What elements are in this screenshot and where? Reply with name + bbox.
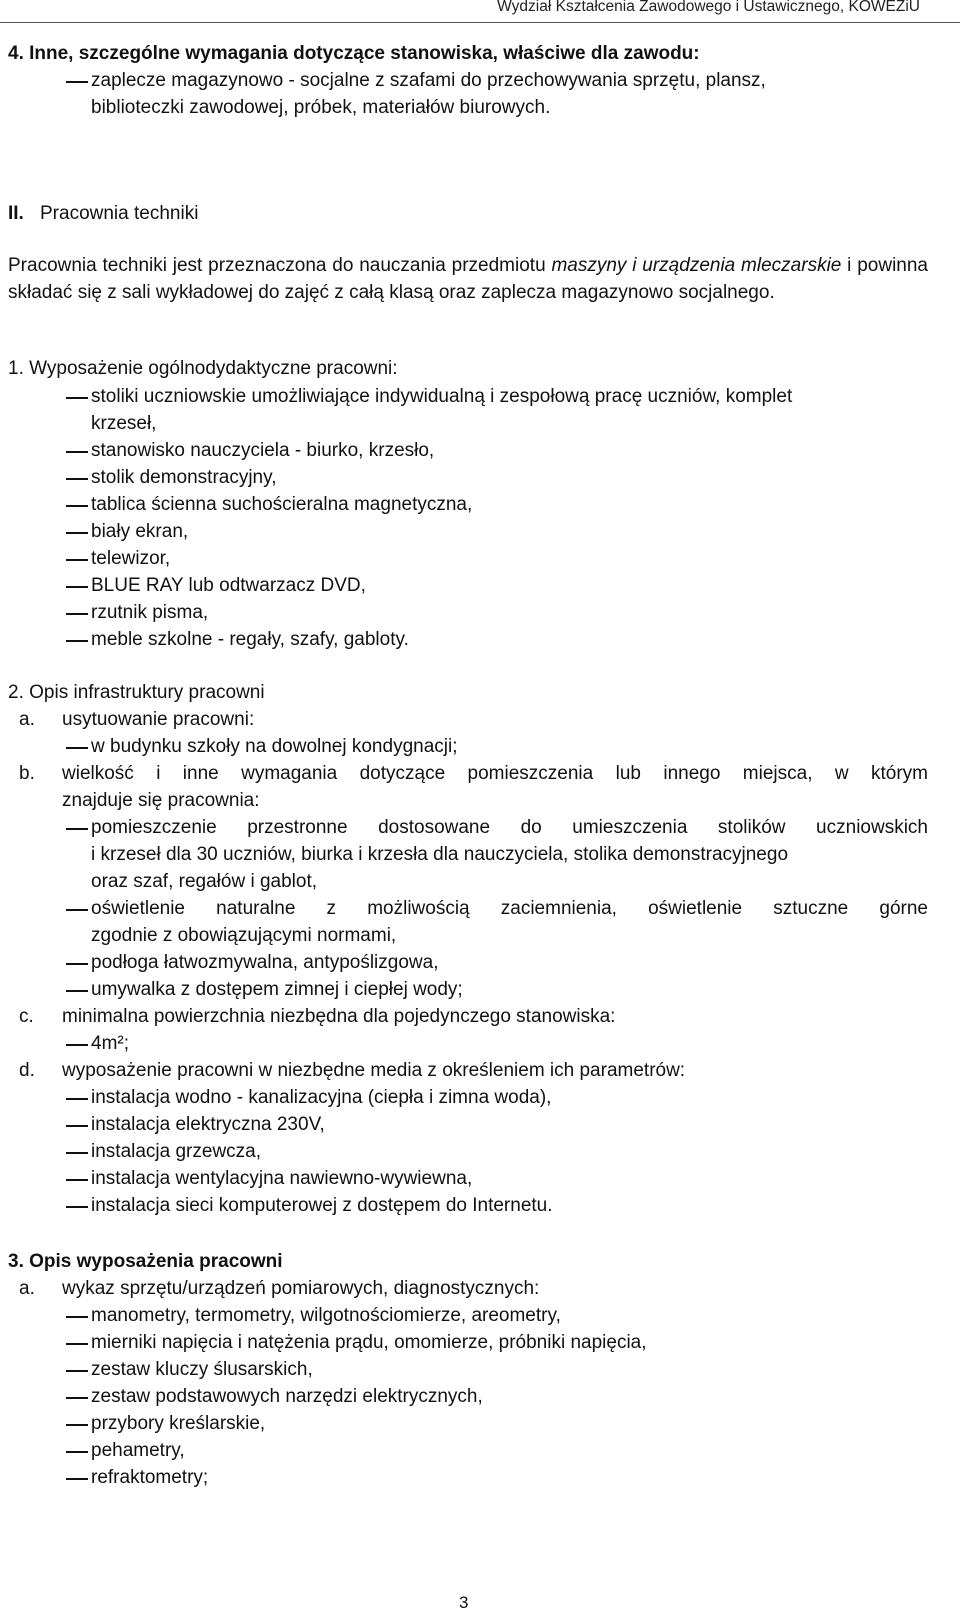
equipment-heading: 1. Wyposażenie ogólnodydaktyczne pracowni: xyxy=(8,358,398,379)
list-item: zestaw kluczy ślusarskich, xyxy=(91,1359,313,1380)
list-bullet-dash xyxy=(66,532,88,534)
list-item: tablica ścienna suchościeralna magnetyczna, xyxy=(91,494,473,515)
equipment-description-heading: 3. Opis wyposażenia pracowni xyxy=(8,1251,283,1272)
list-item: biały ekran, xyxy=(91,521,189,542)
list-bullet-dash xyxy=(66,1451,88,1453)
item-a-label: a. xyxy=(19,709,35,730)
list-bullet-dash xyxy=(66,1179,88,1181)
section-4-heading: 4. Inne, szczególne wymagania dotyczące stanowiska, właściwe dla zawodu: xyxy=(8,43,700,64)
list-item: telewizor, xyxy=(91,548,171,569)
list-item-continuation: biblioteczki zawodowej, próbek, materiałów biurowych. xyxy=(91,97,551,118)
list-item: stoliki uczniowskie umożliwiające indywidualną i zespołową pracę uczniów, komplet xyxy=(91,386,793,407)
item-d-label: d. xyxy=(19,1060,35,1081)
list-item: pomieszczenie przestronne dostosowane do umieszczenia stolików uczniowskich xyxy=(91,817,928,838)
item-c-label: c. xyxy=(19,1006,34,1027)
item-d-text: wyposażenie pracowni w niezbędne media z określeniem ich parametrów: xyxy=(62,1060,686,1081)
list-bullet-dash xyxy=(66,505,88,507)
item-a-label: a. xyxy=(19,1278,35,1299)
list-item: umywalka z dostępem zimnej i ciepłej wody; xyxy=(91,979,463,1000)
list-bullet-dash xyxy=(66,1125,88,1127)
list-item: stanowisko nauczyciela - biurko, krzesło, xyxy=(91,440,435,461)
list-bullet-dash xyxy=(66,451,88,453)
infrastructure-heading: 2. Opis infrastruktury pracowni xyxy=(8,682,265,703)
intro-text-b: i powinna składać się z sali wykładowej do zajęć z całą klasą oraz zaplecza magazynowo socjalnego. xyxy=(8,255,928,303)
list-bullet-dash xyxy=(66,1397,88,1399)
list-bullet-dash xyxy=(66,1152,88,1154)
list-bullet-dash xyxy=(66,397,88,399)
list-item: w budynku szkoły na dowolnej kondygnacji; xyxy=(91,736,458,757)
list-item: instalacja wentylacyjna nawiewno-wywiewna, xyxy=(91,1168,473,1189)
list-bullet-dash xyxy=(66,613,88,615)
list-item: mierniki napięcia i natężenia prądu, omomierze, próbniki napięcia, xyxy=(91,1332,647,1353)
list-bullet-dash xyxy=(66,747,88,749)
list-bullet-dash xyxy=(66,1098,88,1100)
page-number: 3 xyxy=(459,1593,469,1612)
list-item: stolik demonstracyjny, xyxy=(91,467,277,488)
list-item: instalacja elektryczna 230V, xyxy=(91,1114,325,1135)
list-item: instalacja wodno - kanalizacyjna (ciepła i zimna woda), xyxy=(91,1087,552,1108)
list-item: podłoga łatwozmywalna, antypoślizgowa, xyxy=(91,952,439,973)
subject-name: maszyny i urządzenia mleczarskie xyxy=(551,255,842,276)
list-bullet-dash xyxy=(66,478,88,480)
section-ii-number: II. xyxy=(8,203,24,224)
list-bullet-dash xyxy=(66,81,88,83)
item-b-label: b. xyxy=(19,763,35,784)
list-item: instalacja sieci komputerowej z dostępem do Internetu. xyxy=(91,1195,553,1216)
list-bullet-dash xyxy=(66,1044,88,1046)
list-item: pehametry, xyxy=(91,1440,185,1461)
list-bullet-dash xyxy=(66,1370,88,1372)
header-divider xyxy=(0,22,960,23)
list-bullet-dash xyxy=(66,640,88,642)
list-item: przybory kreślarskie, xyxy=(91,1413,266,1434)
list-bullet-dash xyxy=(66,909,88,911)
list-bullet-dash xyxy=(66,828,88,830)
list-item: manometry, termometry, wilgotnościomierze, areometry, xyxy=(91,1305,561,1326)
list-item: oświetlenie naturalne z możliwością zaciemnienia, oświetlenie sztuczne górne xyxy=(91,898,928,919)
list-bullet-dash xyxy=(66,559,88,561)
intro-paragraph xyxy=(8,252,928,306)
list-bullet-dash xyxy=(66,990,88,992)
list-item: meble szkolne - regały, szafy, gabloty. xyxy=(91,629,409,650)
list-item: instalacja grzewcza, xyxy=(91,1141,262,1162)
item-a-text: wykaz sprzętu/urządzeń pomiarowych, diagnostycznych: xyxy=(62,1278,540,1299)
page-header: Wydział Kształcenia Zawodowego i Ustawicznego, KOWEZiU xyxy=(497,0,920,15)
list-bullet-dash xyxy=(66,586,88,588)
item-b-text-continuation: znajduje się pracownia: xyxy=(62,790,260,811)
list-item-continuation: zgodnie z obowiązującymi normami, xyxy=(91,925,397,946)
list-item-continuation: i krzeseł dla 30 uczniów, biurka i krzesła dla nauczyciela, stolika demonstracyjnego xyxy=(91,844,789,865)
list-item-continuation: oraz szaf, regałów i gablot, xyxy=(91,871,318,892)
list-item: rzutnik pisma, xyxy=(91,602,209,623)
item-a-text: usytuowanie pracowni: xyxy=(62,709,255,730)
item-b-text: wielkość i inne wymagania dotyczące pomieszczenia lub innego miejsca, w którym xyxy=(62,763,928,784)
list-bullet-dash xyxy=(66,1343,88,1345)
list-item: 4m²; xyxy=(91,1033,129,1054)
intro-text-a: Pracownia techniki jest przeznaczona do nauczania przedmiotu xyxy=(8,255,552,276)
list-bullet-dash xyxy=(66,1316,88,1318)
list-item: zaplecze magazynowo - socjalne z szafami do przechowywania sprzętu, plansz, xyxy=(91,70,766,91)
section-ii-title: Pracownia techniki xyxy=(40,203,199,224)
item-c-text: minimalna powierzchnia niezbędna dla pojedynczego stanowiska: xyxy=(62,1006,616,1027)
list-bullet-dash xyxy=(66,963,88,965)
list-bullet-dash xyxy=(66,1206,88,1208)
list-item: refraktometry; xyxy=(91,1467,209,1488)
list-bullet-dash xyxy=(66,1478,88,1480)
list-item: zestaw podstawowych narzędzi elektrycznych, xyxy=(91,1386,483,1407)
list-item-continuation: krzeseł, xyxy=(91,413,157,434)
list-bullet-dash xyxy=(66,1424,88,1426)
list-item: BLUE RAY lub odtwarzacz DVD, xyxy=(91,575,366,596)
